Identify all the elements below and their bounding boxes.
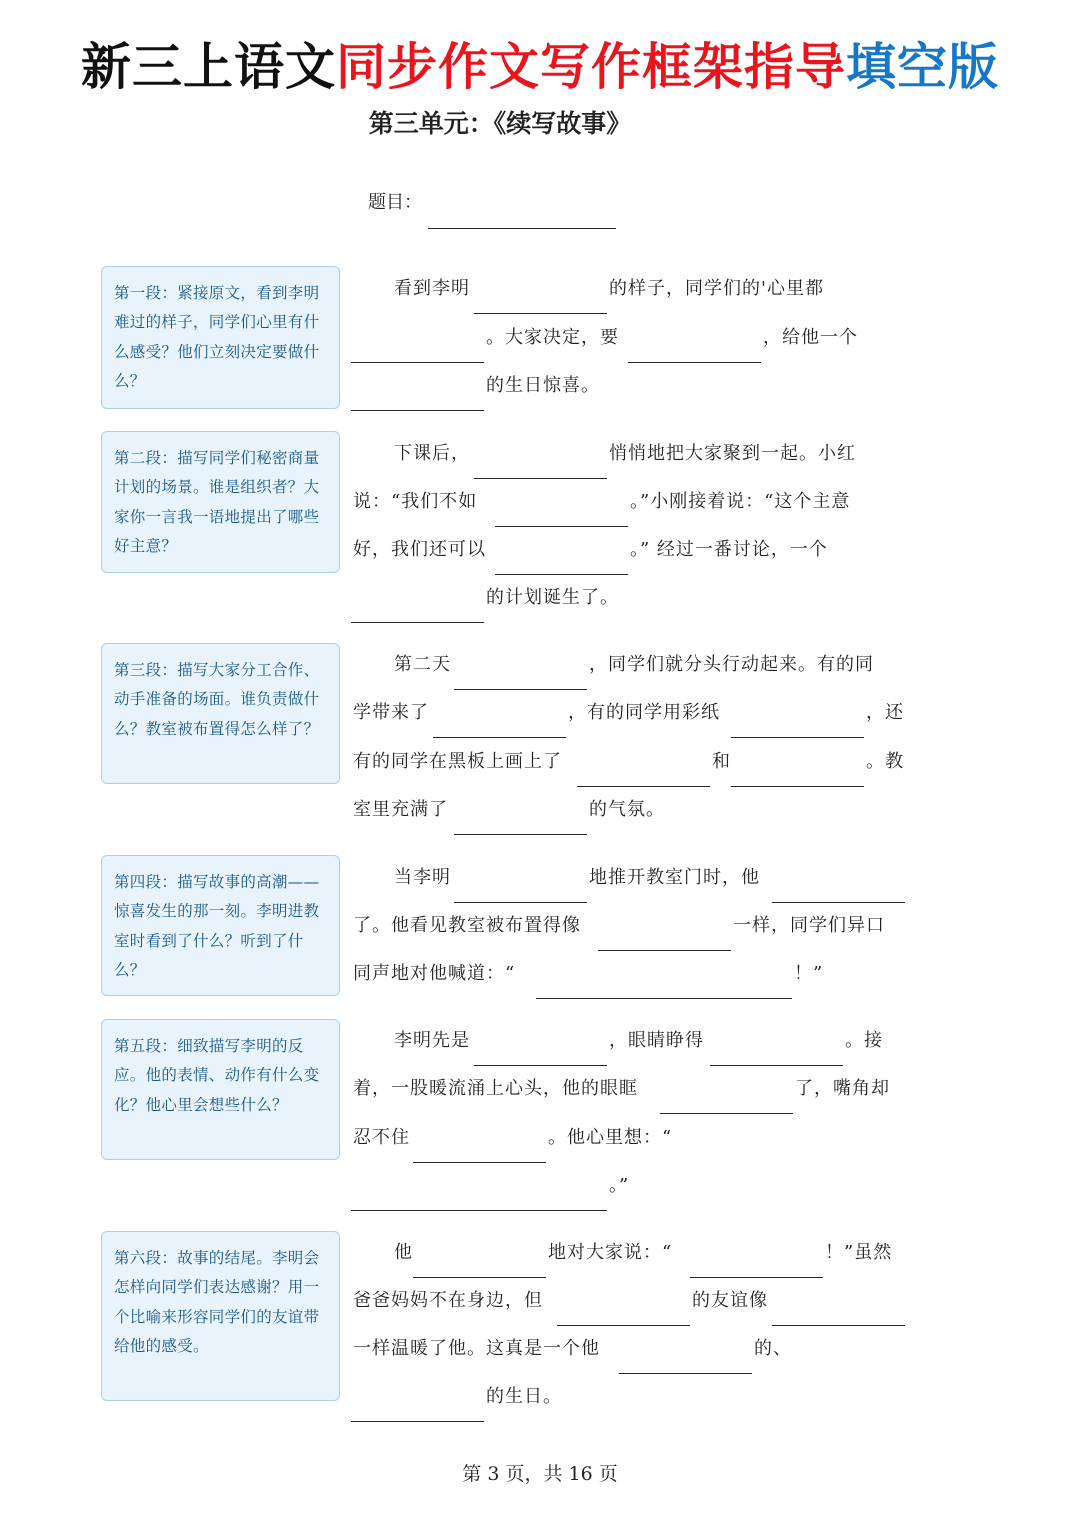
fill-blank xyxy=(495,574,628,575)
section-4-text: 地推开教室门时，他 xyxy=(589,867,760,888)
page-number: 第 3 页，共 16 页 xyxy=(462,1463,618,1485)
title-part-edition: 填空版 xyxy=(846,38,999,96)
fill-blank xyxy=(413,1277,546,1278)
section-4-text: ！” xyxy=(794,963,824,984)
fill-blank xyxy=(557,1325,690,1326)
section-1-text: 看到李明 xyxy=(394,278,470,299)
fill-blank xyxy=(628,362,761,363)
section-6-text: 地对大家说：“ xyxy=(548,1242,673,1263)
section-3-text: ，同学们就分头行动起来。有的同 xyxy=(589,654,874,675)
fill-blank xyxy=(598,950,731,951)
section-6-text: 一样温暖了他。这真是一个他 xyxy=(353,1338,600,1359)
guide-card-3: 第三段：描写大家分工合作、动手准备的场面。谁负责做什么？教室被布置得怎么样了？ xyxy=(101,643,340,784)
fill-blank xyxy=(495,526,628,527)
title-part-guide: 同步作文写作框架指导 xyxy=(336,38,846,96)
section-6-text: 爸爸妈妈不在身边，但 xyxy=(353,1290,543,1311)
guide-card-1: 第一段：紧接原文，看到李明难过的样子，同学们心里有什么感受？他们立刻决定要做什么？ xyxy=(101,266,340,409)
section-4-text: 当李明 xyxy=(394,867,451,888)
section-4-text: 同声地对他喊道：“ xyxy=(353,963,516,984)
section-6-text: 的、 xyxy=(754,1338,792,1359)
fill-blank xyxy=(619,1373,752,1374)
topic-blank xyxy=(428,228,616,229)
section-6-text: 的生日。 xyxy=(486,1386,562,1407)
guide-card-6: 第六段：故事的结尾。李明会怎样向同学们表达感谢？用一个比喻来形容同学们的友谊带给他的感受。 xyxy=(101,1231,340,1401)
section-3-text: 室里充满了 xyxy=(353,799,448,820)
fill-blank xyxy=(454,689,587,690)
fill-blank xyxy=(454,902,587,903)
fill-blank xyxy=(474,478,607,479)
fill-blank xyxy=(454,834,587,835)
fill-blank xyxy=(772,1325,905,1326)
fill-blank xyxy=(731,786,864,787)
guide-card-2: 第二段：描写同学们秘密商量计划的场景。谁是组织者？大家你一言我一语地提出了哪些好主意？ xyxy=(101,431,340,573)
fill-blank xyxy=(413,1162,546,1163)
section-1-text: ，给他一个 xyxy=(763,327,858,348)
section-6-text: ！”虽然 xyxy=(825,1242,893,1263)
fill-blank xyxy=(351,1421,484,1422)
section-3-text: 学带来了 xyxy=(353,702,429,723)
fill-blank xyxy=(351,622,484,623)
section-4-text: 了。他看见教室被布置得像 xyxy=(353,915,581,936)
unit-subtitle: 第三单元：《续写故事》 xyxy=(368,109,632,138)
section-2-text: 好，我们还可以 xyxy=(353,539,486,560)
section-5-text: 。” xyxy=(609,1175,630,1196)
fill-blank xyxy=(351,1210,607,1211)
guide-card-5: 第五段：细致描写李明的反应。他的表情、动作有什么变化？他心里会想些什么？ xyxy=(101,1019,340,1160)
section-2-text: 下课后， xyxy=(394,443,470,464)
section-3-text: ，有的同学用彩纸 xyxy=(568,702,720,723)
section-1-text: 。大家决定，要 xyxy=(486,327,619,348)
fill-blank xyxy=(710,1065,843,1066)
fill-blank xyxy=(474,313,607,314)
fill-blank xyxy=(351,362,484,363)
section-2-text: 悄悄地把大家聚到一起。小红 xyxy=(609,443,856,464)
fill-blank xyxy=(731,737,864,738)
section-5-text: ，眼睛睁得 xyxy=(609,1030,704,1051)
section-3-text: 。教 xyxy=(866,751,904,772)
section-3-text: 有的同学在黑板上画上了 xyxy=(353,751,562,772)
section-5-text: 忍不住 xyxy=(353,1127,410,1148)
fill-blank xyxy=(577,786,710,787)
section-2-text: 。” 经过一番讨论，一个 xyxy=(630,539,828,560)
fill-blank xyxy=(536,998,792,999)
section-6-text: 的友谊像 xyxy=(692,1290,768,1311)
section-5-text: 。他心里想：“ xyxy=(548,1127,673,1148)
section-5-text: 了，嘴角却 xyxy=(795,1078,890,1099)
section-4-text: 一样，同学们异口 xyxy=(733,915,885,936)
section-3-text: 的气氛。 xyxy=(589,799,665,820)
section-5-text: 着，一股暖流涌上心头，他的眼眶 xyxy=(353,1078,638,1099)
fill-blank xyxy=(772,902,905,903)
section-2-text: 的计划诞生了。 xyxy=(486,587,619,608)
title-part-grade: 新三上语文 xyxy=(81,38,336,96)
section-2-text: 。”小刚接着说：“这个主意 xyxy=(630,491,851,512)
section-3-text: ，还 xyxy=(866,702,904,723)
fill-blank xyxy=(433,737,566,738)
section-5-text: 李明先是 xyxy=(394,1030,470,1051)
section-2-text: 说：“我们不如 xyxy=(353,491,478,512)
fill-blank xyxy=(690,1277,823,1278)
document-title xyxy=(0,30,1080,104)
fill-blank xyxy=(351,410,484,411)
fill-blank xyxy=(474,1065,607,1066)
section-1-text: 的样子，同学们的'心里都 xyxy=(609,278,824,299)
section-1-text: 的生日惊喜。 xyxy=(486,375,600,396)
fill-blank xyxy=(660,1113,793,1114)
topic-label: 题目： xyxy=(368,192,422,213)
section-5-text: 。接 xyxy=(845,1030,883,1051)
section-6-text: 他 xyxy=(394,1242,413,1263)
section-3-text: 和 xyxy=(712,751,731,772)
section-3-text: 第二天 xyxy=(394,654,451,675)
guide-card-4: 第四段：描写故事的高潮——惊喜发生的那一刻。李明进教室时看到了什么？听到了什么？ xyxy=(101,855,340,996)
